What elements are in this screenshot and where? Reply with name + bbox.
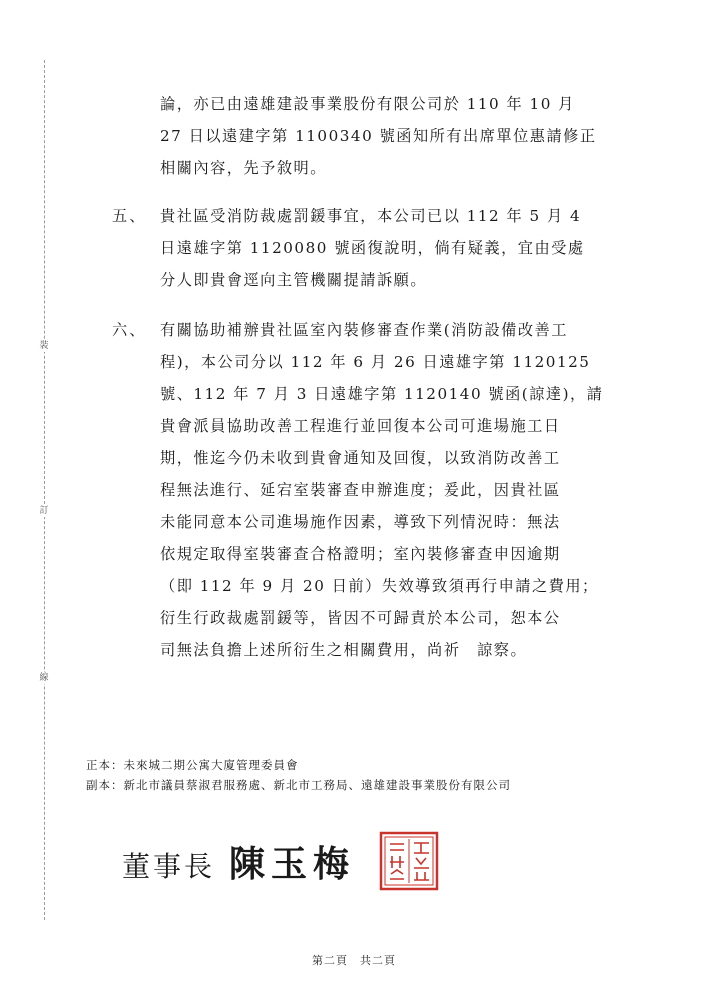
paragraph-line: 衍生行政裁處罰鍰等，皆因不可歸責於本公司，恕本公 (160, 609, 561, 627)
paragraph-line: 有關協助補辦貴社區室內裝修審查作業(消防設備改善工 (160, 321, 568, 339)
paragraph-line: 號、112 年 7 月 3 日遠雄字第 1120140 號函(諒達)，請 (160, 385, 604, 403)
paragraph-line: 司無法負擔上述所衍生之相關費用，尚祈 諒察。 (160, 641, 528, 659)
paragraph-line: （即 112 年 9 月 20 日前）失效導致須再行申請之費用； (160, 577, 599, 595)
binding-mark-middle: 訂 (37, 505, 51, 517)
paragraph-line: 程無法進行、延宕室裝審查申辦進度；爰此，因貴社區 (160, 481, 561, 499)
binding-mark-bottom: 線 (37, 672, 51, 684)
binding-mark-top: 裝 (37, 340, 51, 352)
continued-paragraph (160, 88, 620, 184)
item-6-paragraph (160, 314, 620, 666)
paragraph-line: 27 日以遠建字第 1100340 號函知所有出席單位惠請修正 (160, 127, 597, 145)
paragraph-line: 貴會派員協助改善工程進行並回復本公司可進場施工日 (160, 417, 561, 435)
paragraph-line: 依規定取得室裝審查合格證明；室內裝修審查申因逾期 (160, 545, 561, 563)
binding-dashed-line (44, 60, 45, 920)
item-number-6: 六、 (112, 321, 147, 339)
paragraph-line: 貴社區受消防裁處罰鍰事宜，本公司已以 112 年 5 月 4 (160, 207, 582, 225)
paragraph-line: 論，亦已由遠雄建設事業股份有限公司於 110 年 10 月 (160, 95, 575, 113)
paragraph-line: 期，惟迄今仍未收到貴會通知及回復，以致消防改善工 (160, 449, 561, 467)
page-number: 第二頁 共二頁 (312, 954, 396, 967)
paragraph-line: 相關內容，先予敘明。 (160, 159, 327, 177)
signature-block (122, 836, 355, 887)
original-recipient: 正本：未來城二期公寓大廈管理委員會 (86, 758, 299, 772)
item-5-paragraph (160, 200, 620, 296)
copy-recipients: 副本：新北市議員蔡淑君服務處、新北市工務局、遠雄建設事業股份有限公司 (86, 778, 511, 792)
signer-title: 董事長 (122, 850, 216, 883)
paragraph-line: 程)，本公司分以 112 年 6 月 26 日遠雄字第 1120125 (160, 353, 591, 371)
item-number-5: 五、 (112, 207, 147, 225)
paragraph-line: 日遠雄字第 1120080 號函復說明，倘有疑義，宜由受處 (160, 239, 585, 257)
paragraph-line: 未能同意本公司進場施作因素，導致下列情況時：無法 (160, 513, 561, 531)
red-seal-icon (378, 830, 440, 892)
signer-name: 陳玉梅 (229, 843, 356, 885)
paragraph-line: 分人即貴會逕向主管機關提請訴願。 (160, 271, 427, 289)
